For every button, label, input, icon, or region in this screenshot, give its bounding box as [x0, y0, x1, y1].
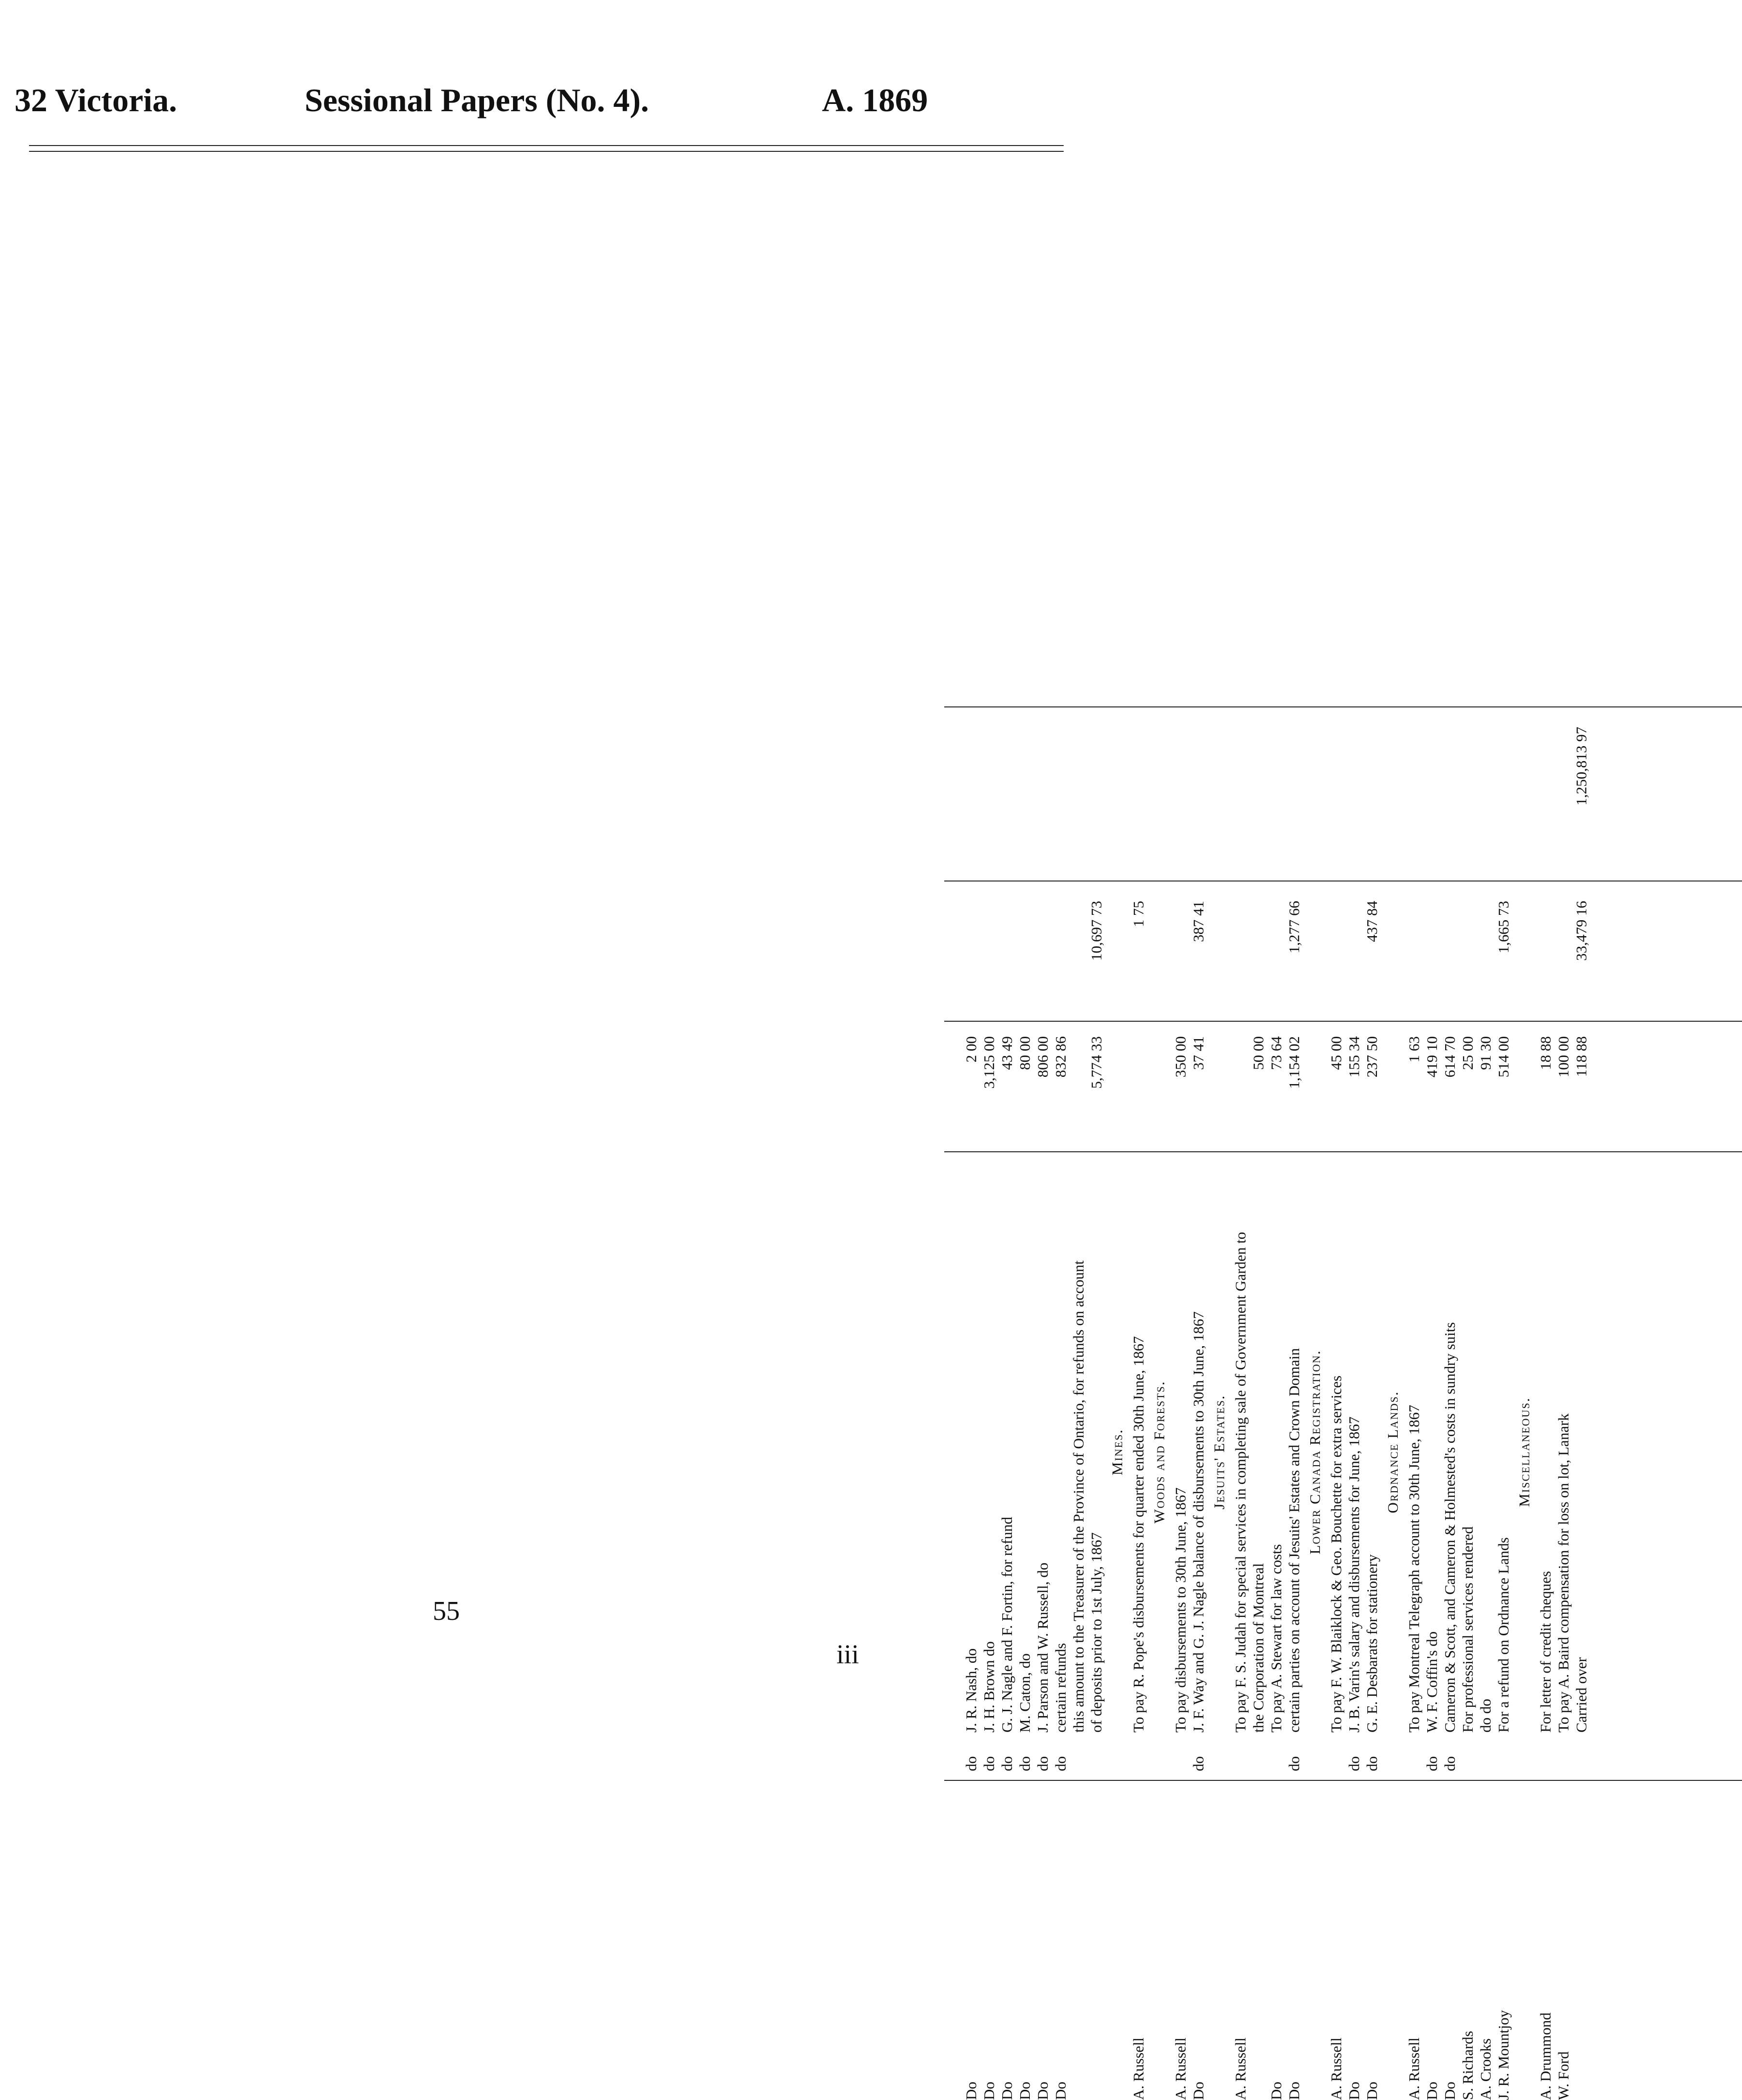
payee-cell: Do — [998, 2082, 1015, 2100]
description-cell: of deposits prior to 1st July, 1867 — [1088, 1532, 1105, 1733]
ditto-cell: do — [1016, 1756, 1033, 1771]
amount-cell: 25 00 — [1459, 1036, 1476, 1070]
table-row — [1233, 543, 1248, 2100]
description-cell: For a refund on Ordnance Lands — [1495, 1537, 1512, 1733]
table-row — [981, 543, 997, 2100]
payee-cell: W. Ford — [1555, 2051, 1572, 2100]
subtotal-cell: 437 84 — [1363, 901, 1380, 942]
description-cell: For letter of credit cheques — [1537, 1571, 1554, 1733]
amount-cell: 1 63 — [1405, 1036, 1422, 1063]
header-title: Sessional Papers (No. 4). — [305, 82, 649, 118]
section-heading: Jesuits' Estates. — [1211, 1395, 1228, 1510]
description-cell: J. R. Nash, do — [963, 1648, 980, 1733]
subtotal-cell: 1,665 73 — [1495, 901, 1512, 954]
table-row — [1329, 543, 1344, 2100]
description-cell: To pay F. S. Judah for special services in completing sale of Government Garden to — [1232, 1232, 1249, 1733]
subtotal-cell: 1,277 66 — [1286, 901, 1303, 954]
section-heading: Woods and Forests. — [1151, 1380, 1168, 1524]
table-row — [1089, 543, 1104, 2100]
payee-cell: A. Russell — [1232, 2037, 1249, 2100]
description-cell: For professional services rendered — [1459, 1526, 1476, 1733]
payee-cell: Do — [963, 2082, 980, 2100]
description-cell: To pay disbursements to 30th June, 1867 — [1172, 1487, 1189, 1733]
amount-cell: 832 86 — [1052, 1036, 1069, 1078]
ditto-cell: do — [1346, 1756, 1362, 1771]
amount-cell: 1,154 02 — [1286, 1036, 1303, 1089]
table-row — [1173, 543, 1188, 2100]
table-row — [1017, 543, 1033, 2100]
table-row — [1347, 543, 1362, 2100]
description-cell: the Corporation of Montreal — [1250, 1563, 1267, 1733]
payee-cell: J. R. Mountjoy — [1495, 2010, 1512, 2100]
header-rule — [29, 145, 1064, 146]
payee-cell: Do — [1423, 2082, 1440, 2100]
payee-cell: A. Russell — [1328, 2037, 1345, 2100]
description-cell: G. E. Desbarats for stationery — [1363, 1554, 1380, 1733]
table-row — [1364, 543, 1380, 2100]
ditto-cell: do — [963, 1756, 980, 1771]
amount-cell: 80 00 — [1016, 1036, 1033, 1070]
table-row — [1406, 543, 1422, 2100]
payee-cell: Do — [1363, 2082, 1380, 2100]
description-cell: To pay Montreal Telegraph account to 30th June, 1867 — [1405, 1405, 1422, 1733]
table-row — [1131, 543, 1146, 2100]
table-row — [1035, 543, 1051, 2100]
payee-cell: Do — [1441, 2082, 1458, 2100]
description-cell: M. Caton, do — [1016, 1653, 1033, 1733]
amount-cell: 2 00 — [963, 1036, 980, 1063]
description-cell: To pay A. Baird compensation for loss on lot, Lanark — [1555, 1413, 1572, 1733]
payee-cell: Do — [981, 2082, 997, 2100]
ditto-cell: do — [1034, 1756, 1051, 1771]
amount-cell: 100 00 — [1555, 1036, 1572, 1078]
payee-cell: A. Russell — [1130, 2037, 1147, 2100]
ditto-cell: do — [981, 1756, 997, 1771]
section-heading: Mines. — [1109, 1428, 1126, 1476]
table-row — [1478, 543, 1493, 2100]
header-session: 32 Victoria. — [15, 82, 177, 118]
description-cell: certain parties on account of Jesuits' Estates and Crown Domain — [1286, 1348, 1303, 1733]
payee-cell: A. Drummond — [1537, 2012, 1554, 2100]
amount-cell: 3,125 00 — [981, 1036, 997, 1089]
roman-numeral: iii — [836, 1640, 859, 1670]
ditto-cell: do — [1423, 1756, 1440, 1771]
table-row — [1556, 543, 1571, 2100]
amount-cell: 18 88 — [1537, 1036, 1554, 1070]
description-cell: certain refunds — [1052, 1643, 1069, 1733]
amount-cell: 91 30 — [1477, 1036, 1494, 1070]
table-row — [964, 543, 979, 2100]
section-heading: Ordnance Lands. — [1384, 1391, 1401, 1513]
amount-cell: 5,774 33 — [1088, 1036, 1105, 1089]
ledger-table — [944, 543, 1742, 2100]
payee-cell: Do — [1286, 2082, 1303, 2100]
description-cell: J. F. Way and G. J. Nagle balance of disbursements to 30th June, 1867 — [1190, 1311, 1207, 1733]
section-heading: Lower Canada Registration. — [1306, 1350, 1323, 1555]
description-cell: J. H. Brown do — [981, 1641, 997, 1733]
table-row — [1460, 543, 1476, 2100]
amount-cell: 237 50 — [1363, 1036, 1380, 1078]
table-row — [1574, 543, 1589, 2100]
table-row — [1269, 543, 1284, 2100]
subtotal-cell: 387 41 — [1190, 901, 1207, 942]
description-cell: G. J. Nagle and F. Fortin, for refund — [998, 1516, 1015, 1733]
ditto-cell: do — [1286, 1756, 1303, 1771]
table-row — [1424, 543, 1440, 2100]
table-row — [1442, 543, 1458, 2100]
header-rule-double — [29, 151, 1064, 152]
amount-cell: 614 70 — [1441, 1036, 1458, 1078]
ditto-cell: do — [998, 1756, 1015, 1771]
table-row — [1251, 543, 1266, 2100]
payee-cell: A. Russell — [1405, 2037, 1422, 2100]
description-cell: do do — [1477, 1699, 1494, 1733]
table-row — [999, 543, 1015, 2100]
amount-cell: 37 41 — [1190, 1036, 1207, 1070]
description-cell: J. B. Varin's salary and disbursements for June, 1867 — [1346, 1416, 1362, 1733]
subtotal-cell: 33,479 16 — [1573, 901, 1590, 961]
table-row — [1191, 543, 1206, 2100]
ditto-cell: do — [1190, 1756, 1207, 1771]
table-row — [1496, 543, 1511, 2100]
ditto-cell: do — [1363, 1756, 1380, 1771]
amount-cell: 45 00 — [1328, 1036, 1345, 1070]
page-number: 55 — [433, 1596, 460, 1626]
ditto-cell: do — [1441, 1756, 1458, 1771]
amount-cell: 350 00 — [1172, 1036, 1189, 1078]
amount-cell: 155 34 — [1346, 1036, 1362, 1078]
ditto-cell: do — [1052, 1756, 1069, 1771]
payee-cell: S. Richards — [1459, 2031, 1476, 2100]
description-cell: To pay R. Pope's disbursements for quarter ended 30th June, 1867 — [1130, 1336, 1147, 1733]
description-cell: To pay F. W. Blaiklock & Geo. Bouchette for extra services — [1328, 1375, 1345, 1733]
table-row — [1538, 543, 1553, 2100]
payee-cell: A. Russell — [1172, 2037, 1189, 2100]
subtotal-cell: 10,697 73 — [1088, 901, 1105, 961]
section-heading: Miscellaneous. — [1516, 1397, 1533, 1507]
total-cell: 1,250,813 97 — [1573, 727, 1590, 806]
amount-cell: 806 00 — [1034, 1036, 1051, 1078]
payee-cell: Do — [1034, 2082, 1051, 2100]
subtotal-cell: 1 75 — [1130, 901, 1147, 927]
payee-cell: Do — [1190, 2082, 1207, 2100]
amount-cell: 73 64 — [1268, 1036, 1285, 1070]
description-cell: Cameron & Scott, and Cameron & Holmested's costs in sundry suits — [1441, 1322, 1458, 1733]
amount-cell: 419 10 — [1423, 1036, 1440, 1078]
table-row — [1053, 543, 1069, 2100]
payee-cell: Do — [1268, 2082, 1285, 2100]
description-cell: To pay A. Stewart for law costs — [1268, 1544, 1285, 1733]
payee-cell: A. Crooks — [1477, 2038, 1494, 2100]
header-year: A. 1869 — [822, 82, 928, 118]
amount-cell: 514 00 — [1495, 1036, 1512, 1078]
description-cell: W. F. Coffin's do — [1423, 1631, 1440, 1733]
amount-cell: 118 88 — [1573, 1036, 1590, 1077]
description-cell: this amount to the Treasurer of the Province of Ontario, for refunds on account — [1070, 1260, 1087, 1733]
amount-cell: 43 49 — [998, 1036, 1015, 1070]
amount-cell: 50 00 — [1250, 1036, 1267, 1070]
table-row — [1287, 543, 1302, 2100]
description-cell: J. Parson and W. Russell, do — [1034, 1562, 1051, 1733]
description-cell: Carried over — [1573, 1657, 1590, 1733]
payee-cell: Do — [1016, 2082, 1033, 2100]
table-row — [1071, 543, 1086, 2100]
ledger-grid — [944, 543, 1742, 2100]
payee-cell: Do — [1052, 2082, 1069, 2100]
payee-cell: Do — [1346, 2082, 1362, 2100]
